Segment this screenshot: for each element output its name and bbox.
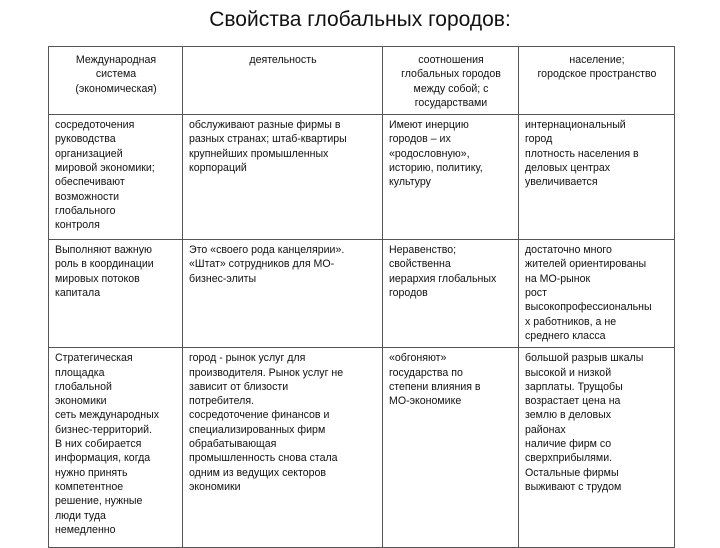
table-cell: Стратегическая площадка глобальной экономики сеть международных бизнес-территорий. В них собирается информация, когда нужно принять компетентное решение, нужные люди туда немедленно [49,348,183,548]
table-cell: «обгоняют» государства по степени влияния в МО-экономике [383,348,519,548]
table-cell: город - рынок услуг для производителя. Рынок услуг не зависит от близости потребителя. сосредоточение финансов и специализированных фирм обрабатывающая промышленность снова стала одним из ведущих секторов экономики [183,348,383,548]
table-cell: сосредоточения руководства организацией мировой экономики; обеспечивают возможности глобального контроля [49,115,183,240]
table-cell: Выполняют важную роль в координации мировых потоков капитала [49,240,183,348]
table-cell: интернациональный город плотность населения в деловых центрах увеличивается [519,115,675,240]
table-cell: Имеют инерцию городов – их «родословную», историю, политику, культуру [383,115,519,240]
table-row [49,240,675,348]
header-relations: соотношения глобальных городов между собой; с государствами [383,47,519,115]
properties-table [48,46,675,548]
table-header-row [49,47,675,115]
table-cell: обслуживают разные фирмы в разных странах; штаб-квартиры крупнейших промышленных корпораций [183,115,383,240]
table-cell: большой разрыв шкалы высокой и низкой зарплаты. Трущобы возрастает цена на землю в деловых районах наличие фирм со сверхприбылями. Остальные фирмы выживают с трудом [519,348,675,548]
table-cell: Неравенство; свойственна иерархия глобальных городов [383,240,519,348]
table-cell: Это «своего рода канцелярии». «Штат» сотрудников для МО- бизнес-элиты [183,240,383,348]
header-activity: деятельность [183,47,383,115]
table-row [49,348,675,548]
table-cell: достаточно много жителей ориентированы на МО-рынок рост высокопрофессиональны х работников, а не среднего класса [519,240,675,348]
page-title: Свойства глобальных городов: [209,8,511,31]
header-international-system: Международная система (экономическая) [49,47,183,115]
header-population: население; городское пространство [519,47,675,115]
table-row [49,115,675,240]
